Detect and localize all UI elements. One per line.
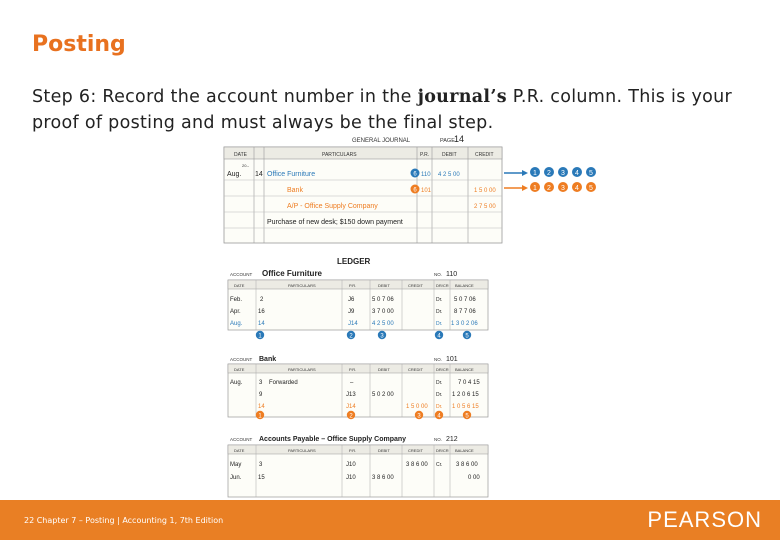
svg-text:2: 2 (260, 297, 264, 303)
arrow-steps-blue (530, 167, 596, 177)
svg-text:J9: J9 (348, 309, 355, 315)
svg-text:9: 9 (259, 392, 263, 398)
svg-text:Dr.: Dr. (436, 380, 443, 386)
jr0-month: Aug. (227, 171, 242, 178)
svg-text:0 00: 0 00 (468, 475, 480, 481)
svg-text:J6: J6 (348, 297, 355, 303)
journal-year: 20-- (242, 163, 250, 168)
svg-text:1: 1 (258, 333, 262, 340)
svg-text:3 8 6 00: 3 8 6 00 (456, 462, 478, 468)
svg-text:4: 4 (575, 170, 579, 177)
jr1-step: 6 (413, 187, 417, 194)
svg-text:Aug.: Aug. (230, 321, 243, 327)
svg-text:8 7 7 06: 8 7 7 06 (454, 309, 476, 315)
svg-text:110: 110 (446, 271, 458, 278)
footer-caption: 22 Chapter 7 – Posting | Accounting 1, 7th Edition (24, 516, 224, 525)
svg-text:7 0 4 15: 7 0 4 15 (458, 380, 480, 386)
svg-text:J10: J10 (346, 475, 356, 481)
svg-text:5: 5 (465, 413, 469, 420)
svg-text:1 2 0 6 15: 1 2 0 6 15 (452, 392, 479, 398)
svg-text:Jun.: Jun. (230, 475, 242, 481)
jr1-particulars: Bank (287, 187, 303, 194)
svg-text:4 2 5 00: 4 2 5 00 (372, 321, 394, 327)
svg-text:4: 4 (437, 333, 441, 340)
svg-text:J13: J13 (346, 392, 356, 398)
svg-text:DATE: DATE (234, 367, 245, 372)
svg-text:PARTICULARS: PARTICULARS (288, 448, 316, 453)
svg-text:ACCOUNT: ACCOUNT (230, 437, 253, 442)
svg-text:CREDIT: CREDIT (408, 448, 423, 453)
jr0-debit: 4 2 5 00 (438, 172, 460, 178)
svg-text:BALANCE: BALANCE (455, 448, 474, 453)
svg-text:P.R.: P.R. (349, 283, 357, 288)
slide-body-text (32, 84, 762, 136)
svg-text:1: 1 (533, 185, 537, 192)
posting-figure (222, 130, 612, 500)
svg-text:1 3 0 2 06: 1 3 0 2 06 (451, 321, 478, 327)
svg-text:Dr.: Dr. (436, 309, 443, 315)
svg-text:15: 15 (258, 475, 265, 481)
svg-text:16: 16 (258, 309, 265, 315)
svg-text:NO.: NO. (434, 272, 443, 277)
jr0-step: 6 (413, 171, 417, 178)
svg-text:CREDIT: CREDIT (408, 367, 423, 372)
jh-pr: P.R. (420, 152, 430, 158)
svg-text:NO.: NO. (434, 437, 443, 442)
svg-text:101: 101 (446, 356, 458, 363)
jh-credit: CREDIT (475, 152, 494, 158)
svg-text:2: 2 (547, 170, 551, 177)
ledger-title: LEDGER (337, 257, 371, 266)
ledger-account-accounts-payable (228, 436, 488, 497)
svg-text:Aug.: Aug. (230, 380, 243, 386)
svg-text:Forwarded: Forwarded (269, 380, 298, 386)
svg-text:5 0 7 06: 5 0 7 06 (372, 297, 394, 303)
svg-text:3: 3 (259, 462, 263, 468)
svg-text:J10: J10 (346, 462, 356, 468)
jr2-credit: 2 7 5 00 (474, 204, 496, 210)
journal-page-no: 14 (454, 134, 465, 144)
svg-text:1: 1 (533, 170, 537, 177)
svg-text:5 0 7 06: 5 0 7 06 (454, 297, 476, 303)
svg-text:Accounts Payable – Office Supp: Accounts Payable – Office Supply Company (259, 436, 407, 443)
svg-text:DR/CR: DR/CR (436, 448, 449, 453)
svg-text:DR/CR: DR/CR (436, 367, 449, 372)
svg-text:14: 14 (258, 321, 265, 327)
svg-text:5: 5 (589, 170, 593, 177)
svg-text:BALANCE: BALANCE (455, 367, 474, 372)
svg-text:Cr.: Cr. (436, 462, 443, 468)
svg-text:DEBIT: DEBIT (378, 367, 390, 372)
svg-text:DEBIT: DEBIT (378, 448, 390, 453)
svg-text:3: 3 (380, 333, 384, 340)
svg-text:Bank: Bank (259, 356, 277, 363)
svg-text:3: 3 (561, 170, 565, 177)
svg-text:Dr.: Dr. (436, 297, 443, 303)
svg-text:1 5 0 00: 1 5 0 00 (406, 404, 428, 410)
svg-text:PARTICULARS: PARTICULARS (288, 283, 316, 288)
jr1-pr: 101 (421, 188, 432, 194)
svg-text:ACCOUNT: ACCOUNT (230, 272, 253, 277)
svg-text:2: 2 (547, 185, 551, 192)
svg-text:Dr.: Dr. (436, 321, 443, 327)
svg-text:Dr.: Dr. (436, 404, 443, 410)
svg-text:–: – (350, 380, 354, 386)
journal-page-label: PAGE (440, 138, 455, 144)
svg-text:14: 14 (258, 404, 265, 410)
svg-text:4: 4 (575, 185, 579, 192)
svg-text:P.R.: P.R. (349, 367, 357, 372)
jr0-particulars: Office Furniture (267, 171, 316, 178)
svg-text:DEBIT: DEBIT (378, 283, 390, 288)
svg-text:5: 5 (589, 185, 593, 192)
ledger-account-bank (228, 356, 488, 420)
jr0-day: 14 (255, 171, 263, 178)
svg-text:5: 5 (465, 333, 469, 340)
svg-text:4: 4 (437, 413, 441, 420)
jh-debit: DEBIT (442, 152, 457, 158)
svg-text:Office Furniture: Office Furniture (262, 269, 323, 278)
pearson-logo: PEARSON (647, 507, 762, 532)
svg-text:Dr.: Dr. (436, 392, 443, 398)
jr0-pr: 110 (421, 172, 431, 178)
svg-text:J14: J14 (346, 404, 356, 410)
svg-text:May: May (230, 462, 242, 468)
svg-text:DATE: DATE (234, 283, 245, 288)
svg-text:Apr.: Apr. (230, 309, 241, 315)
journal-title: GENERAL JOURNAL (352, 138, 411, 144)
svg-text:3 8 6 00: 3 8 6 00 (372, 475, 394, 481)
svg-text:1 0 5 6 15: 1 0 5 6 15 (452, 404, 479, 410)
jr1-credit: 1 5 0 00 (474, 188, 496, 194)
footer-bar (0, 500, 780, 540)
jr3-particulars: Purchase of new desk; $150 down payment (267, 219, 403, 226)
general-journal (224, 134, 596, 243)
jr2-particulars: A/P - Office Supply Company (287, 203, 378, 210)
body-suffix: P.R. column. This is your proof of posting and must always be the final step. (32, 87, 733, 133)
svg-text:3: 3 (561, 185, 565, 192)
svg-text:ACCOUNT: ACCOUNT (230, 357, 253, 362)
svg-text:212: 212 (446, 436, 458, 443)
svg-text:3: 3 (417, 413, 421, 420)
svg-text:J14: J14 (348, 321, 358, 327)
svg-text:Feb.: Feb. (230, 297, 243, 303)
svg-text:NO.: NO. (434, 357, 443, 362)
svg-text:2: 2 (349, 413, 353, 420)
jh-particulars: PARTICULARS (322, 152, 357, 158)
ledger-account-office-furniture (228, 269, 488, 340)
jh-date: DATE (234, 152, 247, 158)
svg-text:P.R.: P.R. (349, 448, 357, 453)
svg-text:5 0 2 00: 5 0 2 00 (372, 392, 394, 398)
body-bold: journal’s (417, 87, 507, 107)
svg-text:PARTICULARS: PARTICULARS (288, 367, 316, 372)
svg-text:1: 1 (258, 413, 262, 420)
svg-text:BALANCE: BALANCE (455, 283, 474, 288)
svg-text:CREDIT: CREDIT (408, 283, 423, 288)
svg-text:DATE: DATE (234, 448, 245, 453)
svg-text:3 8 6 00: 3 8 6 00 (406, 462, 428, 468)
slide-title: Posting (32, 32, 126, 57)
svg-text:3: 3 (259, 380, 263, 386)
svg-text:DR/CR: DR/CR (436, 283, 449, 288)
svg-text:2: 2 (349, 333, 353, 340)
body-prefix: Step 6: Record the account number in the (32, 87, 418, 107)
arrow-steps-orange (530, 182, 596, 192)
svg-text:3 7 0 00: 3 7 0 00 (372, 309, 394, 315)
